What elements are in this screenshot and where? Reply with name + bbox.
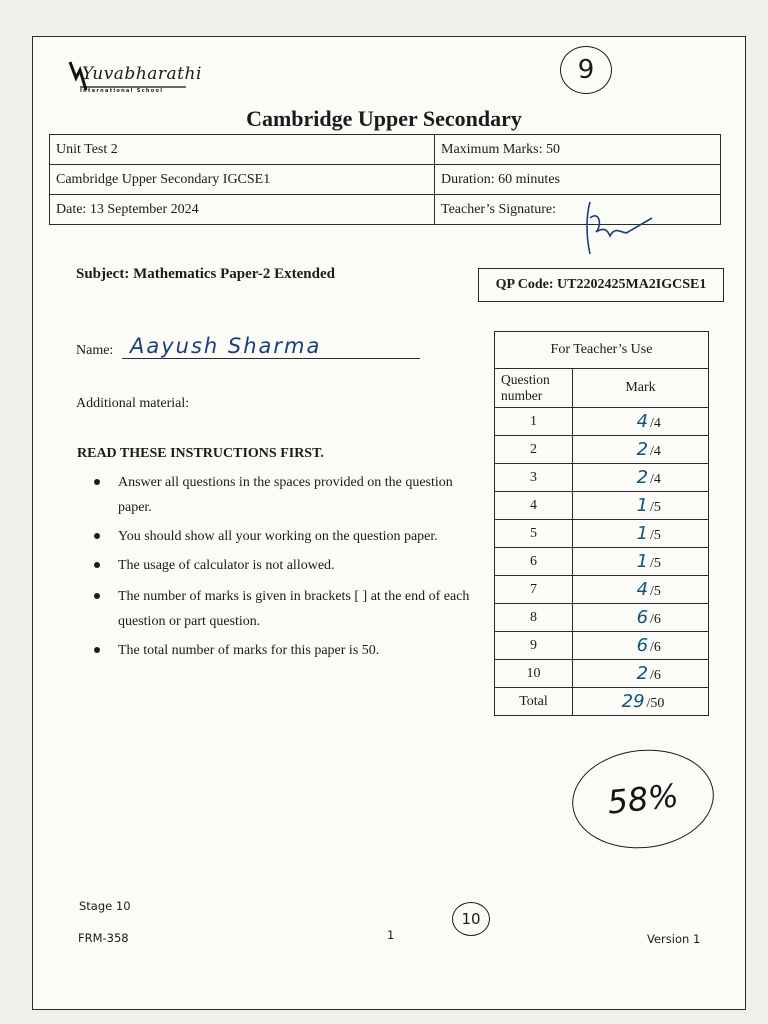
logo-subtext: International School xyxy=(80,88,164,94)
instructions-heading: READ THESE INSTRUCTIONS FIRST. xyxy=(77,446,324,461)
page-count-mark: 9 xyxy=(560,46,612,94)
list-item: The total number of marks for this paper is 50. xyxy=(90,638,482,663)
total-score: 29 xyxy=(621,691,645,712)
max-mark: /5 xyxy=(650,528,661,543)
list-item: The number of marks is given in brackets [ ] at the end of each question or part question. xyxy=(90,584,482,634)
list-item: The usage of calculator is not allowed. xyxy=(90,553,482,578)
school-logo xyxy=(66,58,202,100)
additional-material-label: Additional material: xyxy=(76,396,190,411)
question-number: 9 xyxy=(495,632,573,660)
mark-cell xyxy=(573,492,709,520)
awarded-mark: 6 xyxy=(636,607,649,628)
question-number: 8 xyxy=(495,604,573,632)
question-number: 6 xyxy=(495,548,573,576)
logo-wordmark: Yuvabharathi xyxy=(82,64,202,84)
table-row xyxy=(495,332,709,369)
table-row xyxy=(495,548,709,576)
mark-cell xyxy=(573,604,709,632)
question-number: 2 xyxy=(495,436,573,464)
mark-cell xyxy=(573,464,709,492)
unit-test-cell: Unit Test 2 xyxy=(50,135,435,165)
version-label: Version 1 xyxy=(647,932,701,946)
max-mark: /4 xyxy=(650,472,661,487)
max-mark: /5 xyxy=(650,500,661,515)
bottom-circled-mark: 10 xyxy=(452,902,490,936)
max-mark: /6 xyxy=(650,668,661,683)
question-number-header: Question number xyxy=(495,369,573,408)
table-row xyxy=(495,464,709,492)
mark-cell xyxy=(573,632,709,660)
mark-cell xyxy=(573,548,709,576)
list-item: Answer all questions in the spaces provided on the question paper. xyxy=(90,470,482,520)
question-number: 4 xyxy=(495,492,573,520)
marks-table-title: For Teacher’s Use xyxy=(495,332,709,369)
total-mark-cell xyxy=(573,688,709,716)
total-label: Total xyxy=(495,688,573,716)
page-title: Cambridge Upper Secondary xyxy=(246,106,522,131)
table-row xyxy=(495,369,709,408)
mark-cell xyxy=(573,520,709,548)
mark-header: Mark xyxy=(573,369,709,408)
awarded-mark: 1 xyxy=(636,551,649,572)
mark-cell xyxy=(573,660,709,688)
name-underline xyxy=(122,358,420,359)
awarded-mark: 1 xyxy=(636,495,649,516)
table-row xyxy=(495,520,709,548)
table-row xyxy=(495,576,709,604)
table-row xyxy=(495,436,709,464)
max-mark: /4 xyxy=(650,444,661,459)
stage-label: Stage 10 xyxy=(79,899,131,913)
table-row xyxy=(50,135,721,165)
table-row xyxy=(495,492,709,520)
teacher-signature-cell: Teacher’s Signature: xyxy=(435,195,721,225)
table-row xyxy=(495,660,709,688)
question-number: 3 xyxy=(495,464,573,492)
subject-line: Subject: Mathematics Paper-2 Extended xyxy=(76,266,335,282)
qp-code-box: QP Code: UT2202425MA2IGCSE1 xyxy=(478,268,724,302)
percentage-mark: 58% xyxy=(567,743,718,855)
mark-cell xyxy=(573,576,709,604)
awarded-mark: 4 xyxy=(636,579,649,600)
awarded-mark: 4 xyxy=(636,411,649,432)
awarded-mark: 1 xyxy=(636,523,649,544)
question-number: 10 xyxy=(495,660,573,688)
date-cell: Date: 13 September 2024 xyxy=(50,195,435,225)
awarded-mark: 6 xyxy=(636,635,649,656)
teacher-marks-table xyxy=(494,331,709,716)
form-code: FRM-358 xyxy=(78,931,129,945)
table-row xyxy=(495,632,709,660)
instructions-list xyxy=(90,470,482,667)
table-row xyxy=(50,165,721,195)
max-mark: /5 xyxy=(650,556,661,571)
student-name: Aayush Sharma xyxy=(130,334,322,358)
teacher-signature-icon xyxy=(580,196,660,260)
mark-cell xyxy=(573,408,709,436)
table-row xyxy=(495,604,709,632)
name-label: Name: xyxy=(76,343,114,358)
question-number: 7 xyxy=(495,576,573,604)
awarded-mark: 2 xyxy=(636,663,649,684)
question-number: 5 xyxy=(495,520,573,548)
max-mark: /6 xyxy=(650,612,661,627)
max-mark: /6 xyxy=(650,640,661,655)
total-max: /50 xyxy=(646,696,665,711)
table-row xyxy=(495,408,709,436)
table-row xyxy=(495,688,709,716)
max-mark: /4 xyxy=(650,416,661,431)
maximum-marks-cell: Maximum Marks: 50 xyxy=(435,135,721,165)
logo-mark-icon xyxy=(66,58,190,100)
awarded-mark: 2 xyxy=(636,439,649,460)
mark-cell xyxy=(573,436,709,464)
duration-cell: Duration: 60 minutes xyxy=(435,165,721,195)
list-item: You should show all your working on the question paper. xyxy=(90,524,482,549)
question-number: 1 xyxy=(495,408,573,436)
page-number: 1 xyxy=(387,928,395,942)
max-mark: /5 xyxy=(650,584,661,599)
awarded-mark: 2 xyxy=(636,467,649,488)
course-cell: Cambridge Upper Secondary IGCSE1 xyxy=(50,165,435,195)
